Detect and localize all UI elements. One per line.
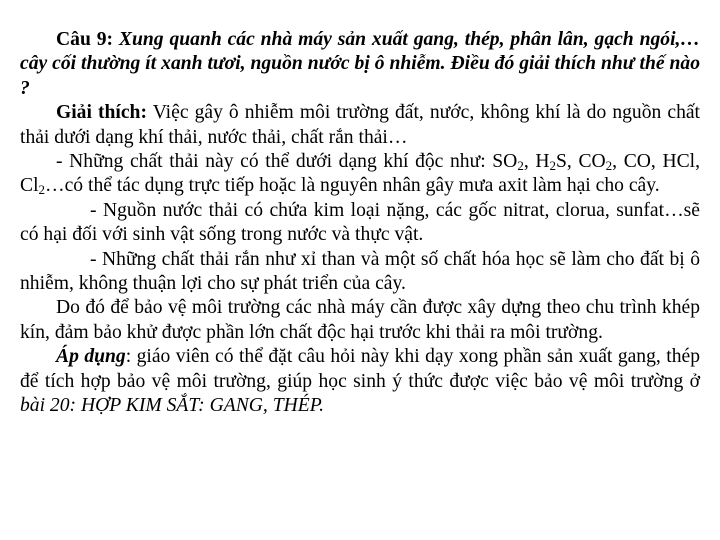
conclusion-paragraph: Do đó để bảo vệ môi trường các nhà máy cần được xây dựng theo chu trình khép kín, đảm bảo khử được phần lớn chất độc hại trước khi thải ra môi trường.: [20, 297, 700, 343]
gas-sub-1: 2: [517, 158, 524, 174]
gas-text-2: , H: [523, 151, 550, 173]
question-label: Câu 9:: [56, 29, 114, 50]
gas-paragraph: [20, 150, 700, 199]
application-label: Áp dụng: [56, 346, 126, 368]
gas-text-3: S, CO: [556, 151, 606, 173]
solid-waste-paragraph: - Những chất thải rắn như xỉ than và một số chất hóa học sẽ làm cho đất bị ô nhiễm, không thuận lợi cho sự phát triển của cây.: [20, 248, 700, 295]
explanation-paragraph: [20, 101, 700, 150]
gas-text-5: …có thể tác dụng trực tiếp hoặc là nguyên nhân gây mưa axit làm hại cho cây.: [45, 175, 660, 197]
application-reference: bài 20: HỢP KIM SẮT: GANG, THÉP.: [20, 395, 325, 417]
gas-sub-4: 2: [38, 182, 46, 198]
gas-sub-3: 2: [605, 158, 613, 174]
water-paragraph: - Nguồn nước thải có chứa kim loại nặng, các gốc nitrat, clorua, sunfat…sẽ có hại đối với sinh vật sống trong nước và thực vật.: [20, 199, 700, 246]
gas-sub-2: 2: [549, 158, 557, 174]
gas-text-1: - Những chất thải này có thể dưới dạng khí độc như: SO: [56, 151, 518, 173]
question-text: Xung quanh các nhà máy sản xuất gang, thép, phân lân, gạch ngói,…cây cối thường ít xanh tươi, nguồn nước bị ô nhiễm. Điều đó giải thích như thế nào ?: [20, 29, 700, 99]
application-paragraph: [20, 345, 700, 418]
application-text: : giáo viên có thể đặt câu hỏi này khi dạy xong phần sản xuất gang, thép để tích hợp bảo vệ môi trường, giúp học sinh ý thức được việc bảo vệ môi trường ở: [20, 346, 700, 392]
explanation-label: Giải thích:: [56, 102, 147, 124]
question-paragraph: [20, 28, 700, 101]
explanation-text: Việc gây ô nhiễm môi trường đất, nước, không khí là do nguồn chất thải dưới dạng khí thải, nước thải, chất rắn thải…: [20, 102, 701, 148]
gas-text-4: , CO, HCl, Cl: [20, 151, 701, 197]
